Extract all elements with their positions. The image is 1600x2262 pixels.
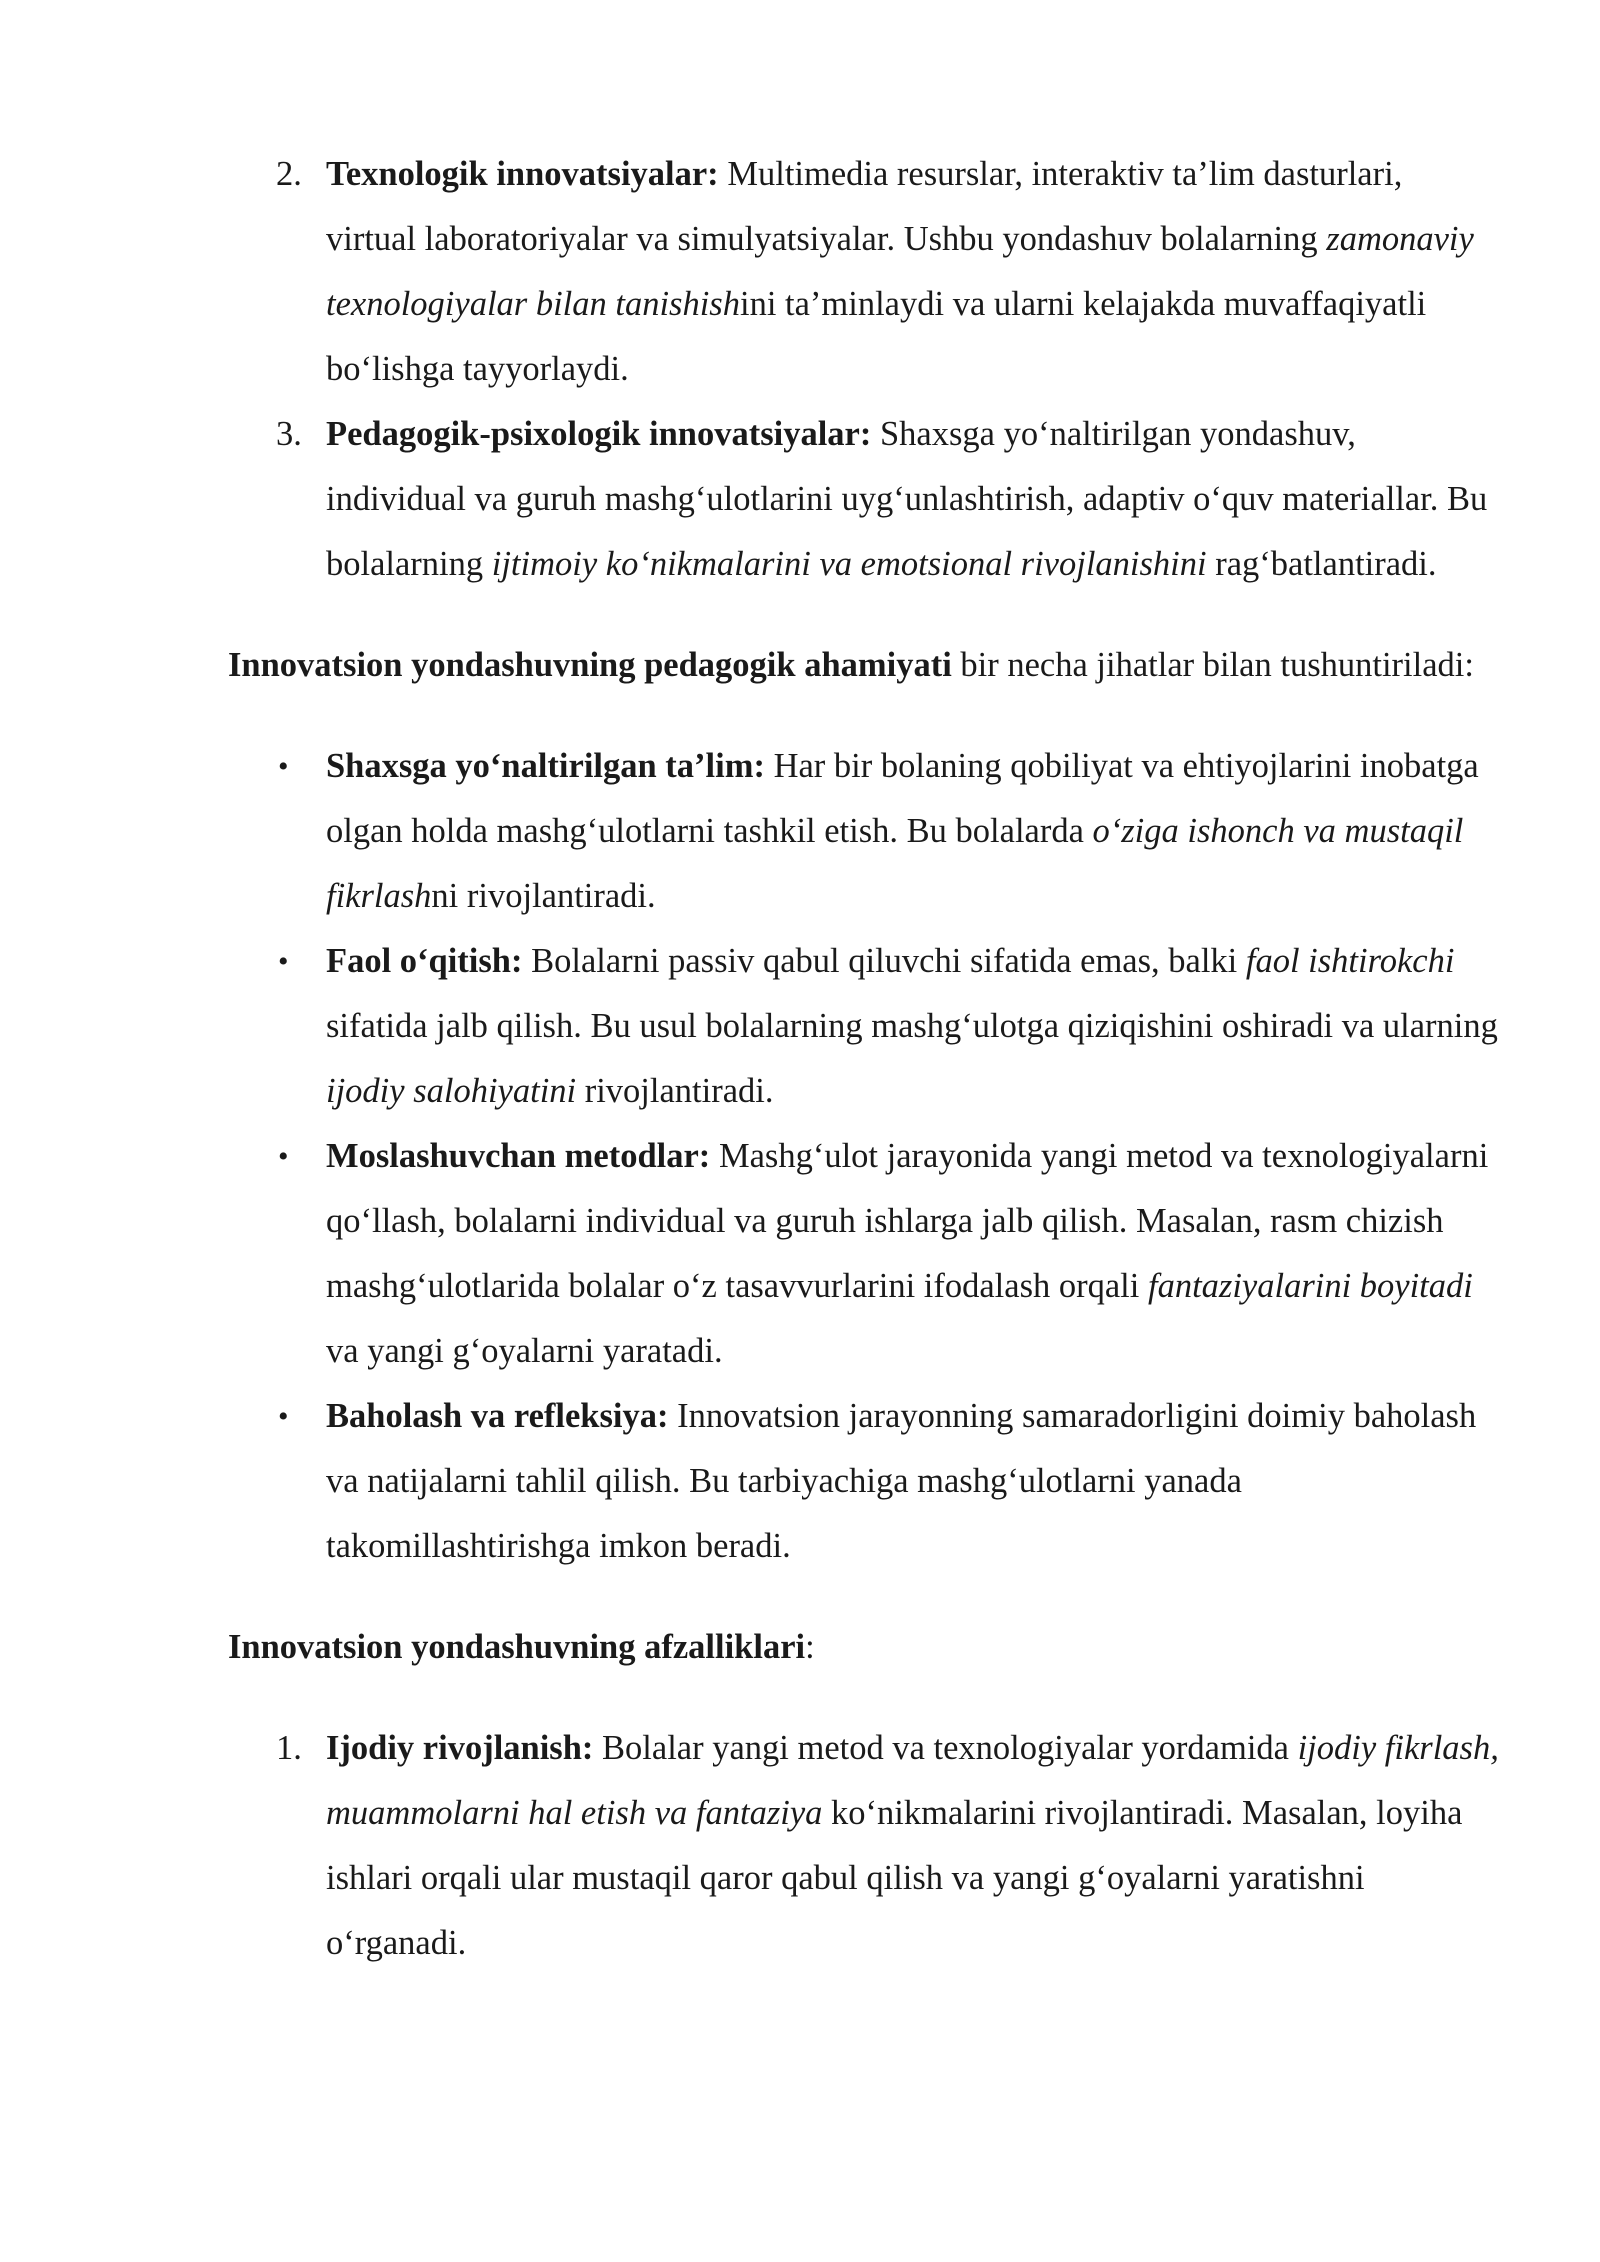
list-item [228,142,1500,402]
list-item-text: rag‘batlantiradi. [1206,545,1437,583]
list-item-text: ko‘nikmalarini rivojlantiradi. Masalan, loyiha ishlari orqali ular mustaqil qaror qabul qilish va yangi g‘oyalarni yaratishni o‘rganadi. [326,1794,1463,1962]
bullet-text: Innovatsion jarayonning samaradorligini doimiy baholash va natijalarni tahlil qilish. Bu tarbiyachiga mashg‘ulotlarni yanada takomillashtirishga imkon beradi. [326,1397,1477,1565]
bullet-text: sifatida jalb qilish. Bu usul bolalarning mashg‘ulotga qiziqishini oshiradi va ularning [326,1007,1498,1045]
bullet-emphasis: fantaziyalarini boyitadi [1147,1267,1473,1305]
paragraph-text: : [805,1628,815,1666]
list-item-term: Texnologik innovatsiyalar: [326,155,719,193]
section-paragraph-significance [228,633,1500,698]
bullet-emphasis: faol ishtirokchi [1245,942,1455,980]
bullet-emphasis: o‘ziga ishonch va mustaqil fikrlash [326,812,1464,915]
list-item-text: ini ta’minlaydi va ularni kelajakda muvaffaqiyatli bo‘lishga tayyorlaydi. [326,285,1427,388]
bullet-item [228,929,1500,1124]
bullet-text: Bolalarni passiv qabul qiluvchi sifatida emas, balki [522,942,1246,980]
bullet-item [228,734,1500,929]
list-item-term: Ijodiy rivojlanish: [326,1729,594,1767]
numbered-list-types [228,142,1500,597]
bullet-text: va yangi g‘oyalarni yaratadi. [326,1332,723,1370]
section-paragraph-advantages [228,1615,1500,1680]
bullet-emphasis: ijodiy salohiyatini [326,1072,577,1110]
bullet-term: Baholash va refleksiya: [326,1397,669,1435]
document-page [228,142,1500,1976]
bullet-item [228,1384,1500,1579]
list-item [228,1716,1500,1976]
bullet-text: Har bir bolaning qobiliyat va ehtiyojlarini inobatga olgan holda mashg‘ulotlarni tashkil etish. Bu bolalarda [326,747,1479,850]
bullet-icon: • [278,1140,289,1173]
bullet-text: ni rivojlantiradi. [431,877,656,915]
bullet-term: Moslashuvchan metodlar: [326,1137,711,1175]
bullet-icon: • [278,945,289,978]
list-item-term: Pedagogik-psixologik innovatsiyalar: [326,415,872,453]
list-number: 3. [276,415,302,453]
list-item [228,402,1500,597]
section-heading: Innovatsion yondashuvning afzalliklari [228,1628,806,1666]
bullet-text: Mashg‘ulot jarayonida yangi metod va texnologiyalarni qo‘llash, bolalarni individual va guruh ishlarga jalb qilish. Masalan, rasm chizish mashg‘ulotlarida bolalar o‘z tasavvurlarini ifodalash orqali [326,1137,1489,1305]
numbered-list-advantages [228,1716,1500,1976]
bullet-text: rivojlantiradi. [576,1072,774,1110]
bullet-icon: • [278,1400,289,1433]
list-number: 2. [276,155,302,193]
list-item-emphasis: ijtimoiy ko‘nikmalarini va emotsional rivojlanishini [491,545,1207,583]
bullet-term: Shaxsga yo‘naltirilgan ta’lim: [326,747,765,785]
bullet-item [228,1124,1500,1384]
bullet-term: Faol o‘qitish: [326,942,523,980]
list-item-emphasis: ijodiy fikrlash, muammolarni hal etish va fantaziya [326,1729,1499,1832]
bullet-list-significance [228,734,1500,1579]
bullet-icon: • [278,750,289,783]
section-heading: Innovatsion yondashuvning pedagogik ahamiyati [228,646,952,684]
list-item-text: Shaxsga yo‘naltirilgan yondashuv, individual va guruh mashg‘ulotlarini uyg‘unlashtirish, adaptiv o‘quv materiallar. Bu bolalarning [326,415,1488,583]
list-item-text: Bolalar yangi metod va texnologiyalar yordamida [593,1729,1298,1767]
list-item-emphasis: zamonaviy texnologiyalar bilan tanishish [326,220,1474,323]
list-item-text: Multimedia resurslar, interaktiv ta’lim dasturlari, virtual laboratoriyalar va simulyatsiyalar. Ushbu yondashuv bolalarning [326,155,1403,258]
paragraph-text: bir necha jihatlar bilan tushuntiriladi: [951,646,1474,684]
list-number: 1. [276,1729,302,1767]
